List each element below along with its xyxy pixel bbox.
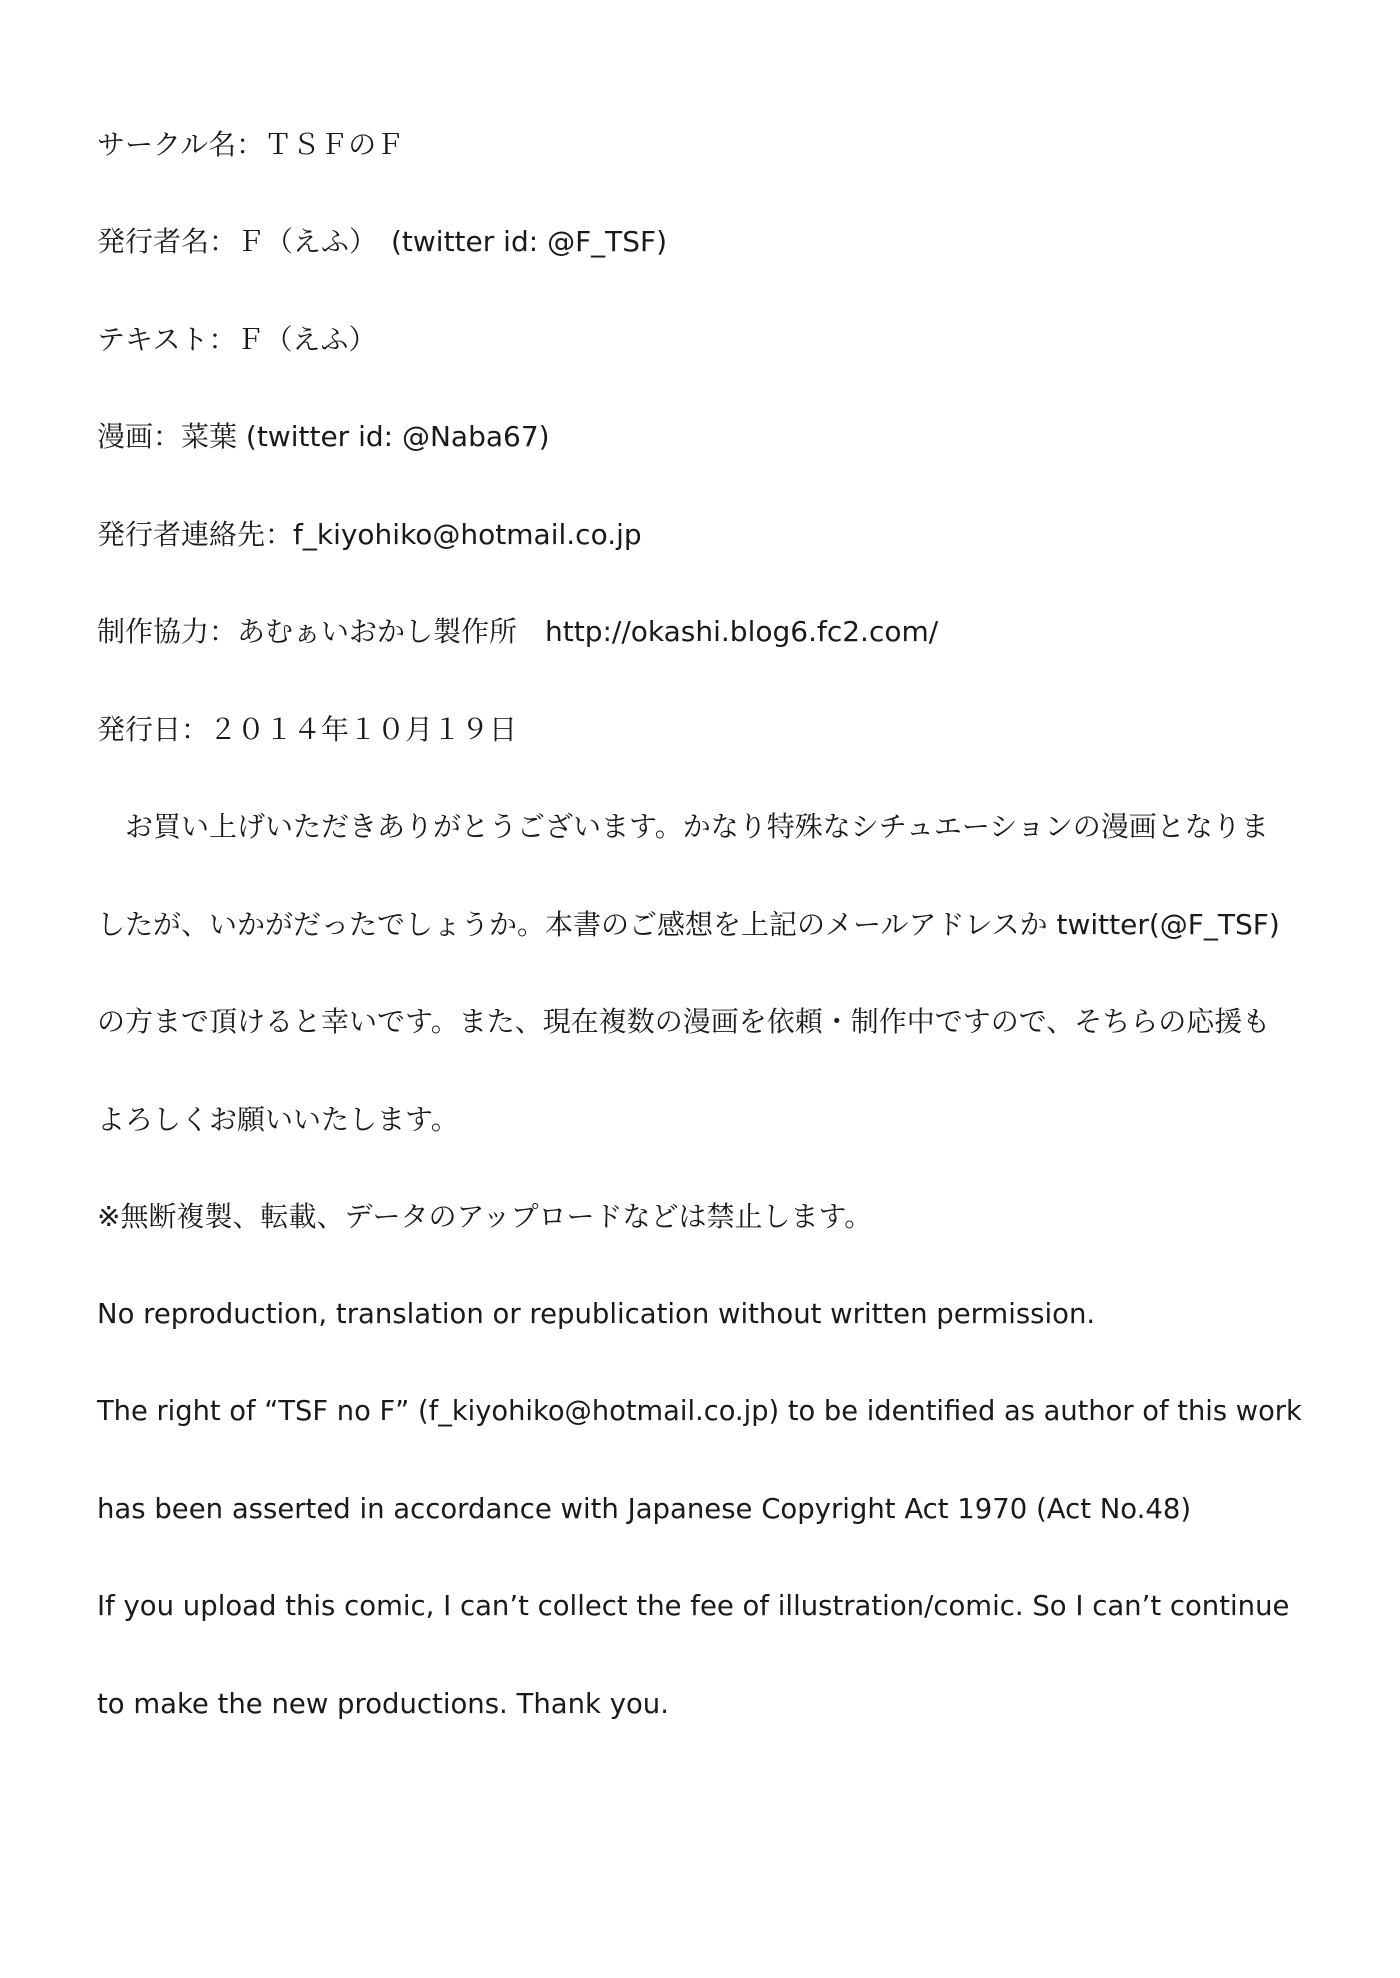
- manga-credit: 漫画：菜葉 (twitter id: @Naba67): [97, 420, 550, 453]
- reproduction-notice-jp: ※無断複製、転載、データのアップロードなどは禁止します。: [97, 1200, 873, 1233]
- message-line: お買い上げいただきありがとうございます。かなり特殊なシチュエーションの漫画となりま: [97, 810, 1269, 843]
- copyright-notice-line: to make the new productions. Thank you.: [97, 1688, 669, 1720]
- text-credit: テキスト：Ｆ（えふ）: [97, 323, 377, 356]
- copyright-notice-line: No reproduction, translation or republication without written permission.: [97, 1298, 1096, 1330]
- publisher-contact: 発行者連絡先：f_kiyohiko@hotmail.co.jp: [97, 518, 642, 551]
- copyright-notice-line: The right of “TSF no F” (f_kiyohiko@hotmail.co.jp) to be identified as author of this work: [97, 1396, 1302, 1427]
- publication-date: 発行日：２０１４年１０月１９日: [97, 713, 518, 746]
- copyright-notice-line: has been asserted in accordance with Japanese Copyright Act 1970 (Act No.48): [97, 1493, 1192, 1525]
- circle-name: サークル名：ＴＳＦのＦ: [97, 128, 405, 161]
- message-line: の方まで頂けると幸いです。また、現在複数の漫画を依頼・制作中ですので、そちらの応援も: [97, 1005, 1271, 1038]
- production-cooperation: 制作協力：あむぁいおかし製作所 http://okashi.blog6.fc2.com/: [97, 615, 939, 648]
- publisher-name: 発行者名：Ｆ（えふ） (twitter id: @F_TSF): [97, 225, 668, 258]
- copyright-notice-line: If you upload this comic, I can’t collect the fee of illustration/comic. So I can’t continue: [97, 1590, 1290, 1622]
- message-line: よろしくお願いいたします。: [97, 1103, 459, 1136]
- message-line: したが、いかがだったでしょうか。本書のご感想を上記のメールアドレスか twitter(@F_TSF): [97, 908, 1280, 941]
